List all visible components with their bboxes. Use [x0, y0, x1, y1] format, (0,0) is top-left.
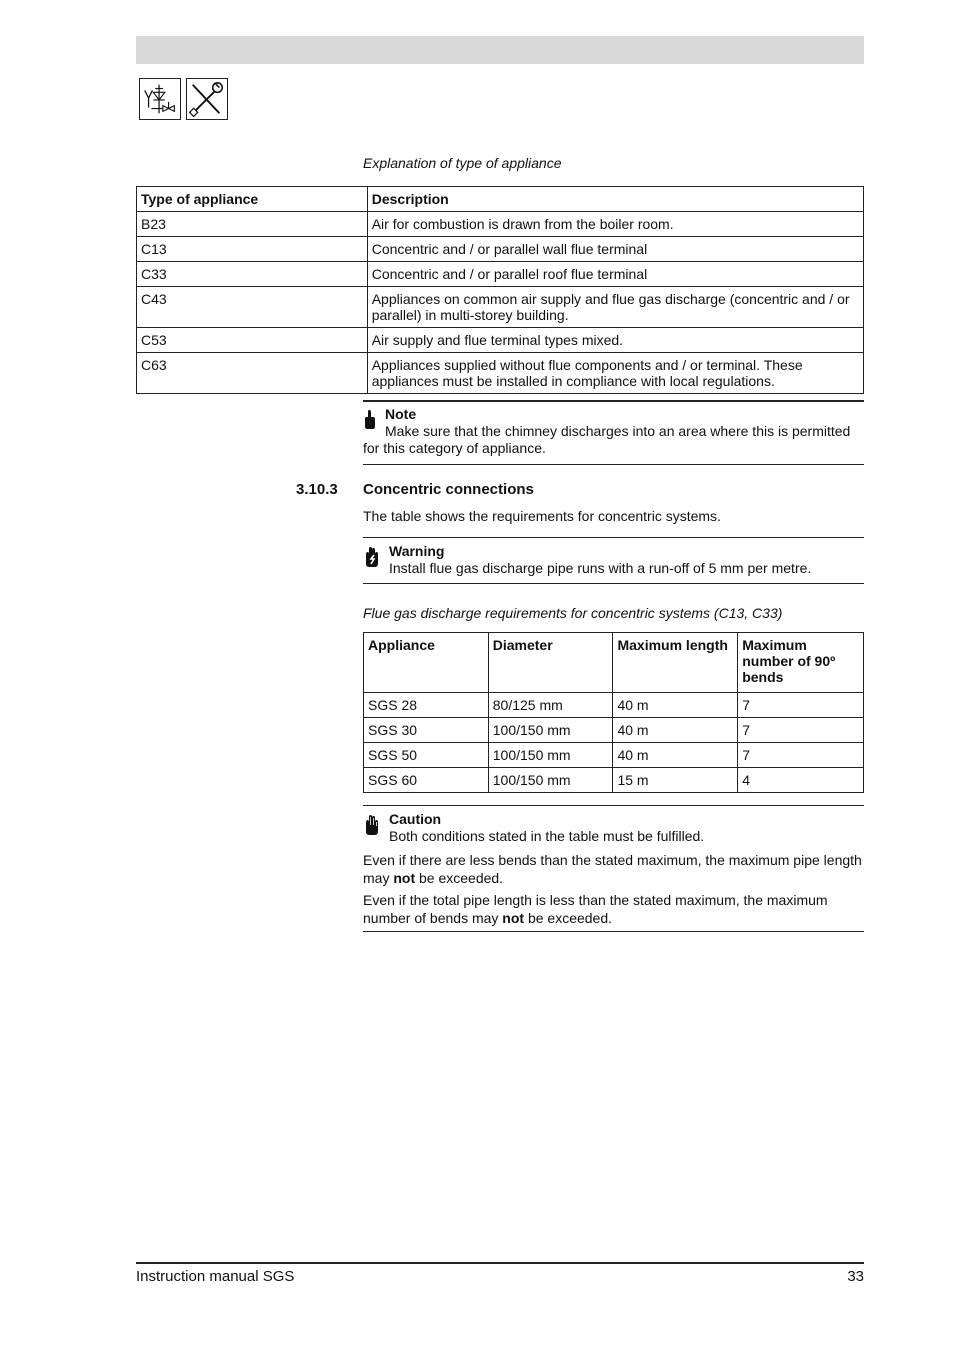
warning-text: Install flue gas discharge pipe runs with a run-off of 5 mm per metre.	[389, 560, 812, 576]
column-header: Diameter	[488, 633, 613, 693]
table-cell: C53	[137, 328, 368, 353]
table-cell: 40 m	[613, 693, 738, 718]
table-cell: 100/150 mm	[488, 743, 613, 768]
table-row	[364, 768, 864, 793]
column-header: Maximum number of 90º bends	[738, 633, 864, 693]
table-row	[364, 743, 864, 768]
table-cell: Air for combustion is drawn from the boiler room.	[367, 212, 863, 237]
table-cell: SGS 50	[364, 743, 489, 768]
table-cell: 15 m	[613, 768, 738, 793]
table-cell: Concentric and / or parallel roof flue terminal	[367, 262, 863, 287]
section-number: 3.10.3	[296, 481, 338, 498]
table-cell: SGS 60	[364, 768, 489, 793]
table-row	[137, 328, 864, 353]
table-cell: B23	[137, 212, 368, 237]
table-cell: Appliances supplied without flue components and / or terminal. These appliances must be installed in compliance with local regulations.	[367, 353, 863, 394]
table-cell: Appliances on common air supply and flue gas discharge (concentric and / or parallel) in multi-storey building.	[367, 287, 863, 328]
note-top-rule	[363, 400, 864, 402]
emphasis: not	[502, 910, 525, 926]
table-cell: C43	[137, 287, 368, 328]
footer-title: Instruction manual SGS	[136, 1268, 295, 1285]
section-title: Concentric connections	[363, 481, 534, 498]
caution-block	[363, 811, 864, 845]
emphasis: not	[393, 870, 416, 886]
table-cell: 4	[738, 768, 864, 793]
page-number: 33	[847, 1268, 864, 1285]
table-cell: Concentric and / or parallel wall flue terminal	[367, 237, 863, 262]
column-header: Appliance	[364, 633, 489, 693]
table-cell: C13	[137, 237, 368, 262]
caution-title: Caution	[389, 811, 442, 827]
text-run: Even if the total pipe length is less than the stated maximum, the maximum number of bends may	[363, 892, 828, 926]
table-cell: 40 m	[613, 743, 738, 768]
table-cell: 40 m	[613, 718, 738, 743]
table-header-row	[137, 187, 864, 212]
table-row	[364, 693, 864, 718]
concentric-requirements-table	[363, 632, 864, 793]
text-run: Even if there are less bends than the stated maximum, the maximum pipe length may	[363, 852, 862, 886]
note-text: Make sure that the chimney discharges into an area where this is permitted for this category of appliance.	[363, 423, 851, 456]
header-bar	[136, 36, 864, 64]
table-cell: 80/125 mm	[488, 693, 613, 718]
table2-caption: Flue gas discharge requirements for concentric systems (C13, C33)	[363, 605, 783, 621]
table-cell: C33	[137, 262, 368, 287]
column-header: Maximum length	[613, 633, 738, 693]
table-cell: SGS 30	[364, 718, 489, 743]
table-row	[364, 718, 864, 743]
section-intro: The table shows the requirements for concentric systems.	[363, 508, 721, 524]
table-cell: 100/150 mm	[488, 768, 613, 793]
table-row	[137, 287, 864, 328]
warning-top-rule	[363, 537, 864, 538]
text-run: be exceeded.	[415, 870, 504, 886]
table-cell: 7	[738, 743, 864, 768]
caution-paragraph-2	[363, 891, 864, 927]
note-title: Note	[385, 406, 417, 422]
warning-bottom-rule	[363, 583, 864, 584]
note-block	[363, 406, 864, 457]
warning-block	[363, 543, 864, 577]
table-row	[137, 353, 864, 394]
text-run: be exceeded.	[524, 910, 613, 926]
table-row	[137, 237, 864, 262]
column-header: Description	[367, 187, 863, 212]
table-header-row	[364, 633, 864, 693]
appliance-type-table	[136, 186, 864, 394]
table-row	[137, 212, 864, 237]
valve-schematic-icon	[139, 78, 181, 120]
table-cell: 7	[738, 693, 864, 718]
table-cell: 7	[738, 718, 864, 743]
tools-icon	[186, 78, 228, 120]
table-cell: Air supply and flue terminal types mixed.	[367, 328, 863, 353]
caution-bottom-rule	[363, 931, 864, 932]
column-header: Type of appliance	[137, 187, 368, 212]
caution-text: Both conditions stated in the table must be fulfilled.	[389, 828, 705, 844]
footer-rule	[136, 1262, 864, 1264]
table-row	[137, 262, 864, 287]
table-cell: C63	[137, 353, 368, 394]
table1-caption: Explanation of type of appliance	[363, 155, 562, 171]
table-cell: 100/150 mm	[488, 718, 613, 743]
caution-top-rule	[363, 805, 864, 806]
note-bottom-rule	[363, 464, 864, 465]
caution-paragraph-1	[363, 851, 864, 887]
warning-title: Warning	[389, 543, 445, 559]
table-cell: SGS 28	[364, 693, 489, 718]
